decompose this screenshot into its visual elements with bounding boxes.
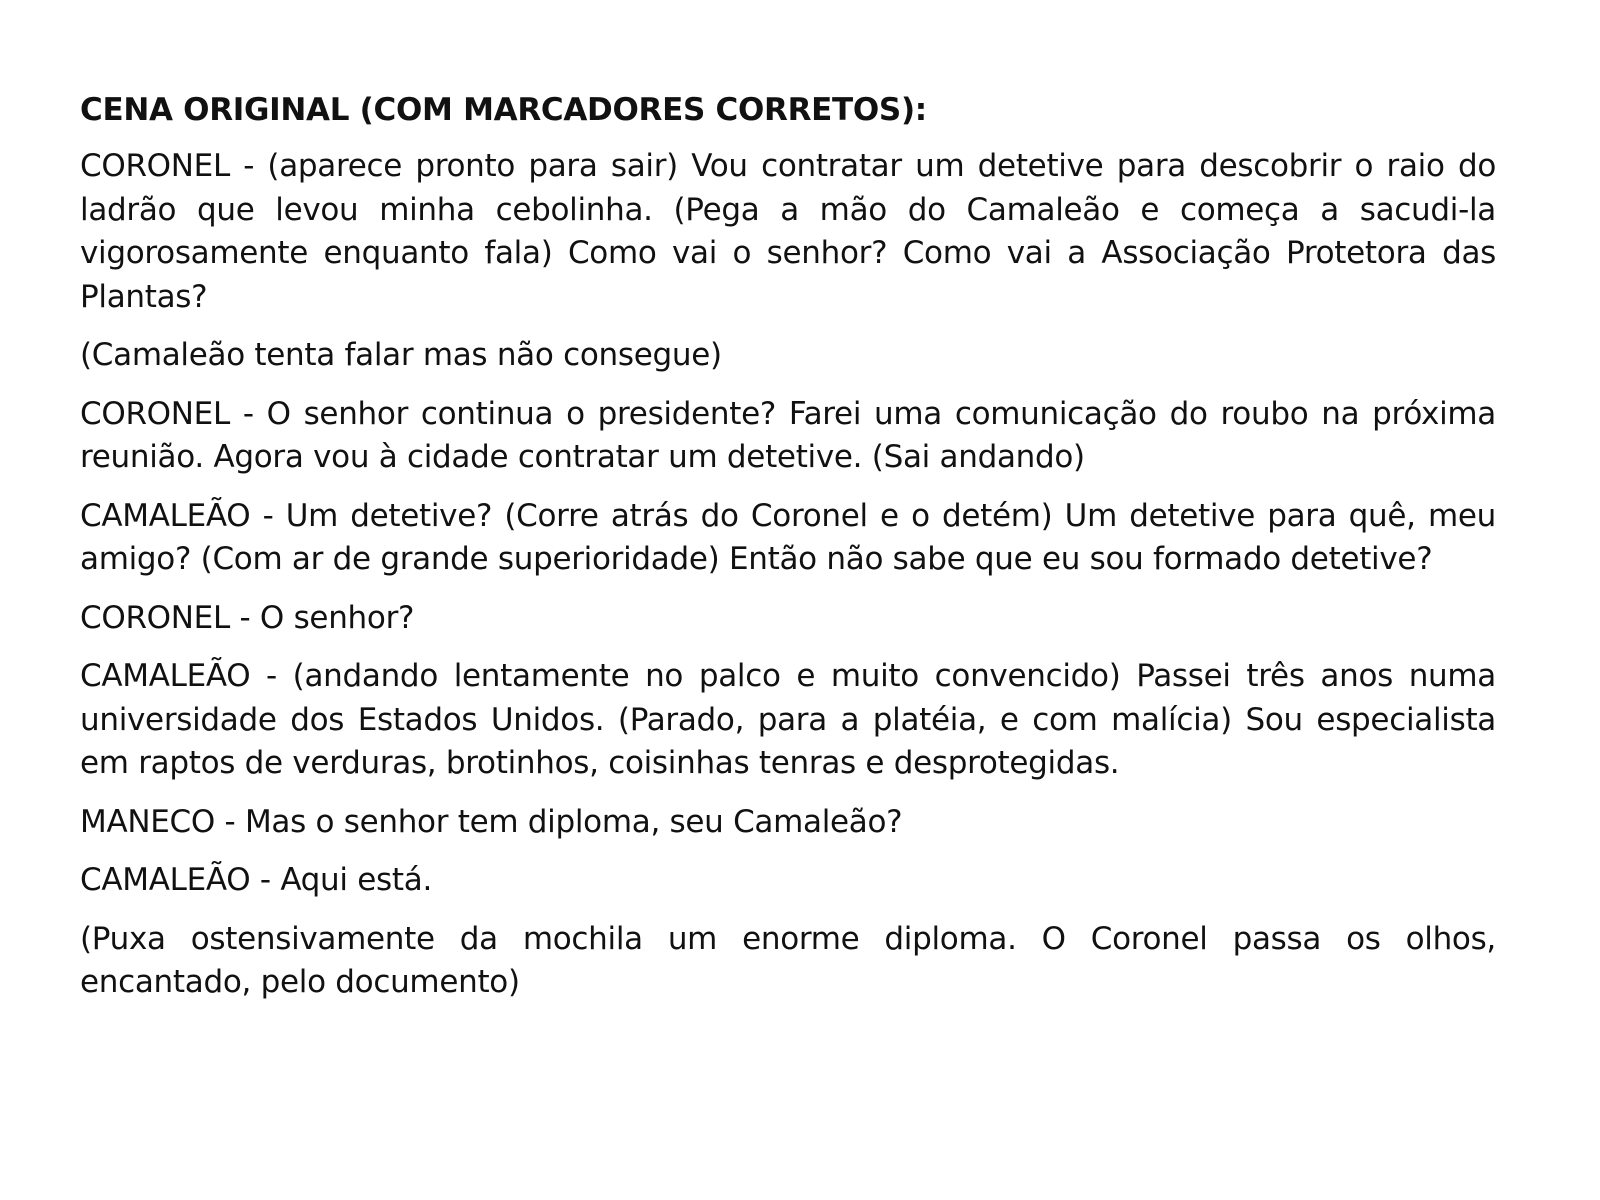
paragraph-stage-direction-2: (Puxa ostensivamente da mochila um enorme diploma. O Coronel passa os olhos, encantado, pelo documento): [80, 920, 1496, 1000]
paragraph-stage-direction-1: (Camaleão tenta falar mas não consegue): [80, 337, 722, 373]
document-page: [80, 88, 1496, 1020]
paragraph-coronel-2: CORONEL - O senhor continua o presidente? Farei uma comunicação do roubo na próxima reunião. Agora vou à cidade contratar um detetive. (Sai andando): [80, 395, 1496, 475]
paragraph-coronel-3: CORONEL - O senhor?: [80, 599, 415, 636]
paragraph-maneco-1: MANECO - Mas o senhor tem diploma, seu Camaleão?: [80, 803, 903, 840]
paragraph-camaleao-3: CAMALEÃO - Aqui está.: [80, 862, 433, 898]
paragraph-camaleao-1: CAMALEÃO - Um detetive? (Corre atrás do Coronel e o detém) Um detetive para quê, meu amigo? (Com ar de grande superioridade) Então não sabe que eu sou formado detetive?: [80, 497, 1496, 577]
paragraph-camaleao-2: CAMALEÃO - (andando lentamente no palco e muito convencido) Passei três anos numa universidade dos Estados Unidos. (Parado, para a platéia, e com malícia) Sou especialista em raptos de verduras, brotinhos, coisinhas tenras e desprotegidas.: [80, 658, 1496, 781]
paragraph-coronel-1: CORONEL - (aparece pronto para sair) Vou contratar um detetive para descobrir o raio do ladrão que levou minha cebolinha. (Pega a mão do Camaleão e começa a sacudi-la vigorosamente enquanto fala) Como vai o senhor? Como vai a Associação Protetora das Plantas?: [80, 148, 1496, 315]
document-heading: CENA ORIGINAL (COM MARCADORES CORRETOS):: [80, 92, 927, 128]
